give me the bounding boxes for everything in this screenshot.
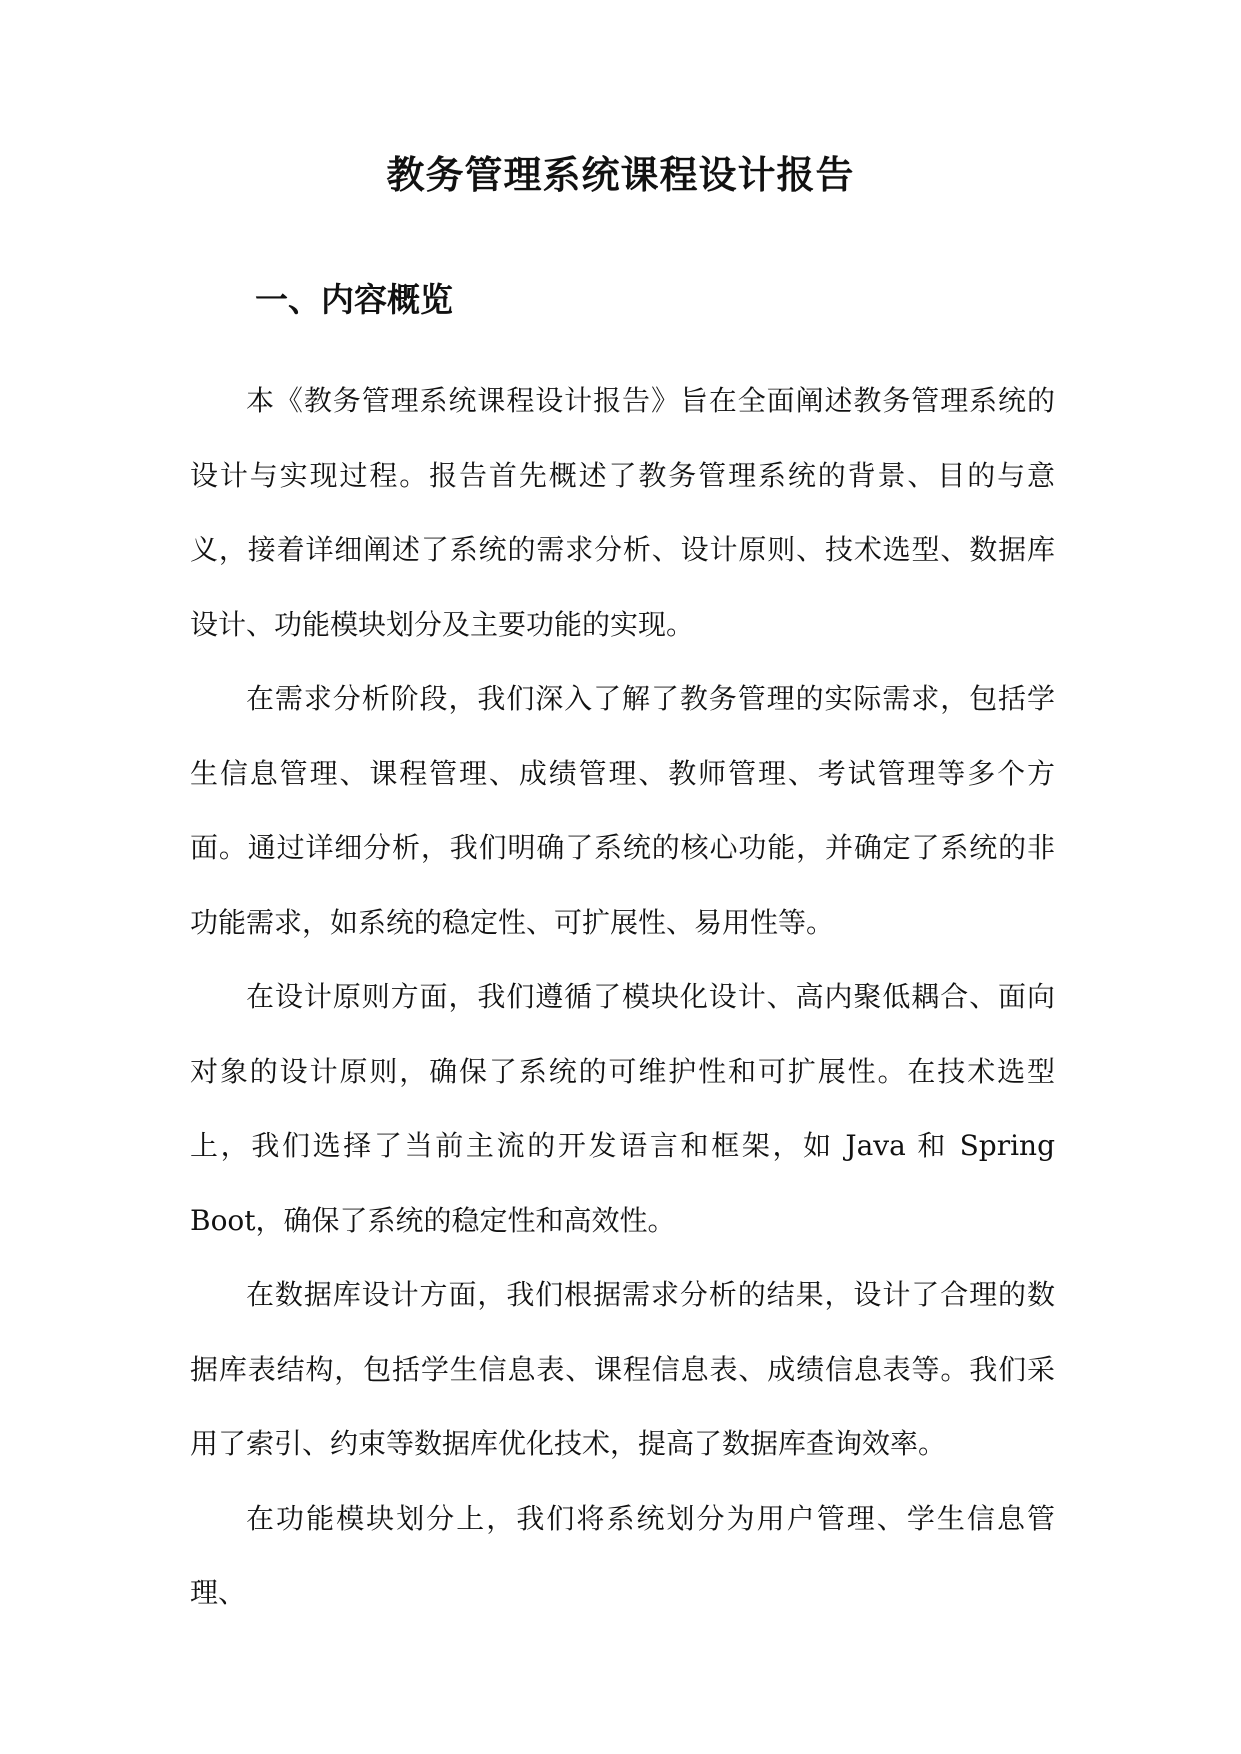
paragraph: 本《教务管理系统课程设计报告》旨在全面阐述教务管理系统的设计与实现过程。报告首先概述了教务管理系统的背景、目的与意义，接着详细阐述了系统的需求分析、设计原则、技术选型、数据库设计、功能模块划分及主要功能的实现。 — [190, 384, 1055, 641]
section-heading: 一、内容概览 — [255, 280, 453, 319]
paragraph: 在设计原则方面，我们遵循了模块化设计、高内聚低耦合、面向对象的设计原则，确保了系统的可维护性和可扩展性。在技术选型上，我们选择了当前主流的开发语言和框架，如 Java 和 Spring Boot，确保了系统的稳定性和高效性。 — [190, 980, 1055, 1237]
document-title: 教务管理系统课程设计报告 — [386, 152, 855, 197]
paragraph: 在数据库设计方面，我们根据需求分析的结果，设计了合理的数据库表结构，包括学生信息表、课程信息表、成绩信息表等。我们采用了索引、约束等数据库优化技术，提高了数据库查询效率。 — [190, 1278, 1055, 1460]
paragraph: 在需求分析阶段，我们深入了解了教务管理的实际需求，包括学生信息管理、课程管理、成绩管理、教师管理、考试管理等多个方面。通过详细分析，我们明确了系统的核心功能，并确定了系统的非功能需求，如系统的稳定性、可扩展性、易用性等。 — [190, 682, 1055, 939]
paragraph: 在功能模块划分上，我们将系统划分为用户管理、学生信息管理、 — [190, 1501, 1055, 1609]
section-body — [190, 364, 1055, 1631]
